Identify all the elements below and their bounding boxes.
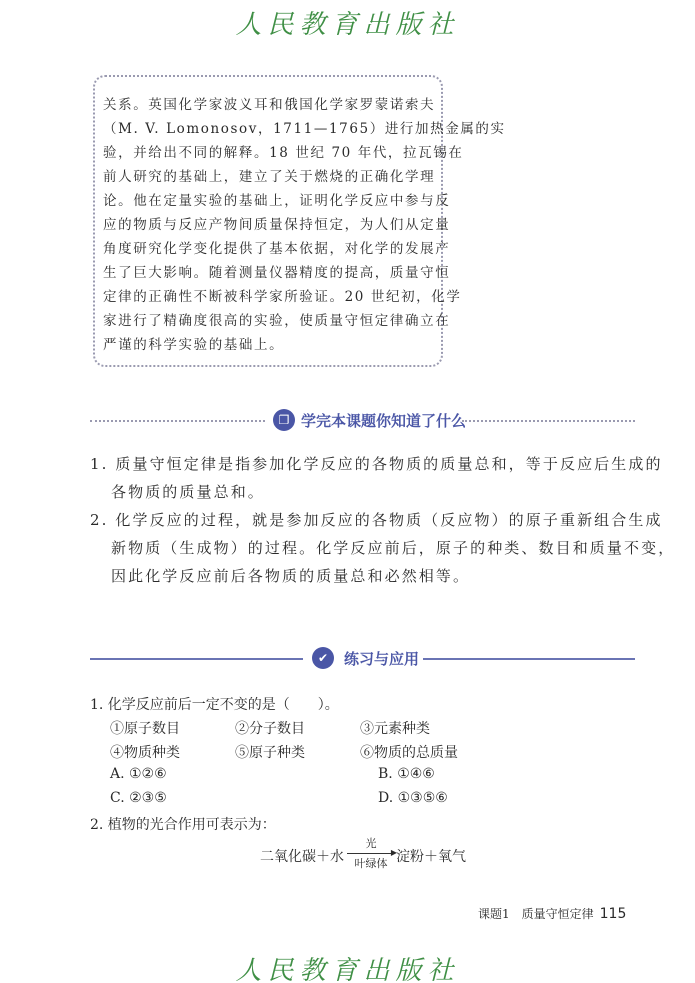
- equation-products: 淀粉＋氧气: [396, 849, 466, 865]
- item: ⑤原子种类: [235, 745, 305, 761]
- box-line: 角度研究化学变化提供了基本依据，对化学的发展产: [103, 241, 451, 257]
- chapter-label: 课题1 质量守恒定律: [478, 907, 594, 921]
- item: ①原子数目: [110, 721, 180, 737]
- box-line: 论。他在定量实验的基础上，证明化学反应中参与反: [103, 193, 451, 209]
- item: ⑥物质的总质量: [360, 745, 458, 761]
- summary-line: 2. 化学反应的过程，就是参加反应的各物质（反应物）的原子重新组合生成: [90, 511, 663, 529]
- publisher-watermark-top: 人民教育出版社: [235, 10, 460, 40]
- summary-line: 因此化学反应前后各物质的质量总和必然相等。: [111, 567, 471, 585]
- equation-condition-top: 光: [365, 837, 377, 850]
- info-box: [93, 75, 506, 367]
- option-c: C. ②③⑤: [110, 790, 167, 806]
- pencil-check-icon: ✔: [312, 647, 334, 669]
- reaction-arrow-icon: ▶: [347, 853, 393, 854]
- divider: [90, 658, 303, 660]
- box-line: 应的物质与反应产物间质量保持恒定，为人们从定量: [103, 217, 451, 233]
- option-b: B. ①④⑥: [378, 766, 435, 782]
- summary-line: 1. 质量守恒定律是指参加化学反应的各物质的质量总和，等于反应后生成的: [90, 455, 663, 473]
- question-1: 1. 化学反应前后一定不变的是（ ）。: [90, 697, 339, 713]
- divider: [423, 658, 635, 660]
- divider: [462, 420, 635, 422]
- summary-line: 新物质（生成物）的过程。化学反应前后，原子的种类、数目和质量不变，: [111, 539, 676, 557]
- summary-title: 学完本课题你知道了什么: [301, 412, 467, 430]
- question-2: 2. 植物的光合作用可表示为：: [90, 817, 276, 833]
- exercise-title: 练习与应用: [344, 650, 420, 668]
- exercise-header: [90, 647, 635, 671]
- item: ④物质种类: [110, 745, 180, 761]
- item: ③元素种类: [360, 721, 430, 737]
- page-footer: [478, 905, 626, 922]
- equation-condition-bottom: 叶绿体: [354, 857, 388, 870]
- page-number: 115: [599, 906, 627, 922]
- box-line: 生了巨大影响。随着测量仪器精度的提高，质量守恒: [103, 265, 451, 281]
- option-d: D. ①③⑤⑥: [378, 790, 448, 806]
- box-line: 定律的正确性不断被科学家所验证。20 世纪初，化学: [103, 289, 462, 305]
- equation-reactants: 二氧化碳＋水: [260, 849, 344, 865]
- box-line: 关系。英国化学家波义耳和俄国化学家罗蒙诺索夫: [103, 97, 436, 113]
- option-a: A. ①②⑥: [110, 766, 167, 782]
- box-line: 验，并给出不同的解释。18 世纪 70 年代，拉瓦锡在: [103, 145, 464, 161]
- box-line: （M. V. Lomonosov，1711—1765）进行加热金属的实: [103, 121, 506, 137]
- chat-bubble-icon: ❐: [273, 409, 295, 431]
- summary-header: [90, 409, 635, 433]
- box-line: 前人研究的基础上，建立了关于燃烧的正确化学理: [103, 169, 436, 185]
- box-line: 严谨的科学实验的基础上。: [103, 337, 285, 353]
- item: ②分子数目: [235, 721, 305, 737]
- publisher-watermark-bottom: 人民教育出版社: [235, 956, 460, 983]
- box-line: 家进行了精确度很高的实验，使质量守恒定律确立在: [103, 313, 451, 329]
- divider: [90, 420, 265, 422]
- summary-line: 各物质的质量总和。: [111, 483, 265, 501]
